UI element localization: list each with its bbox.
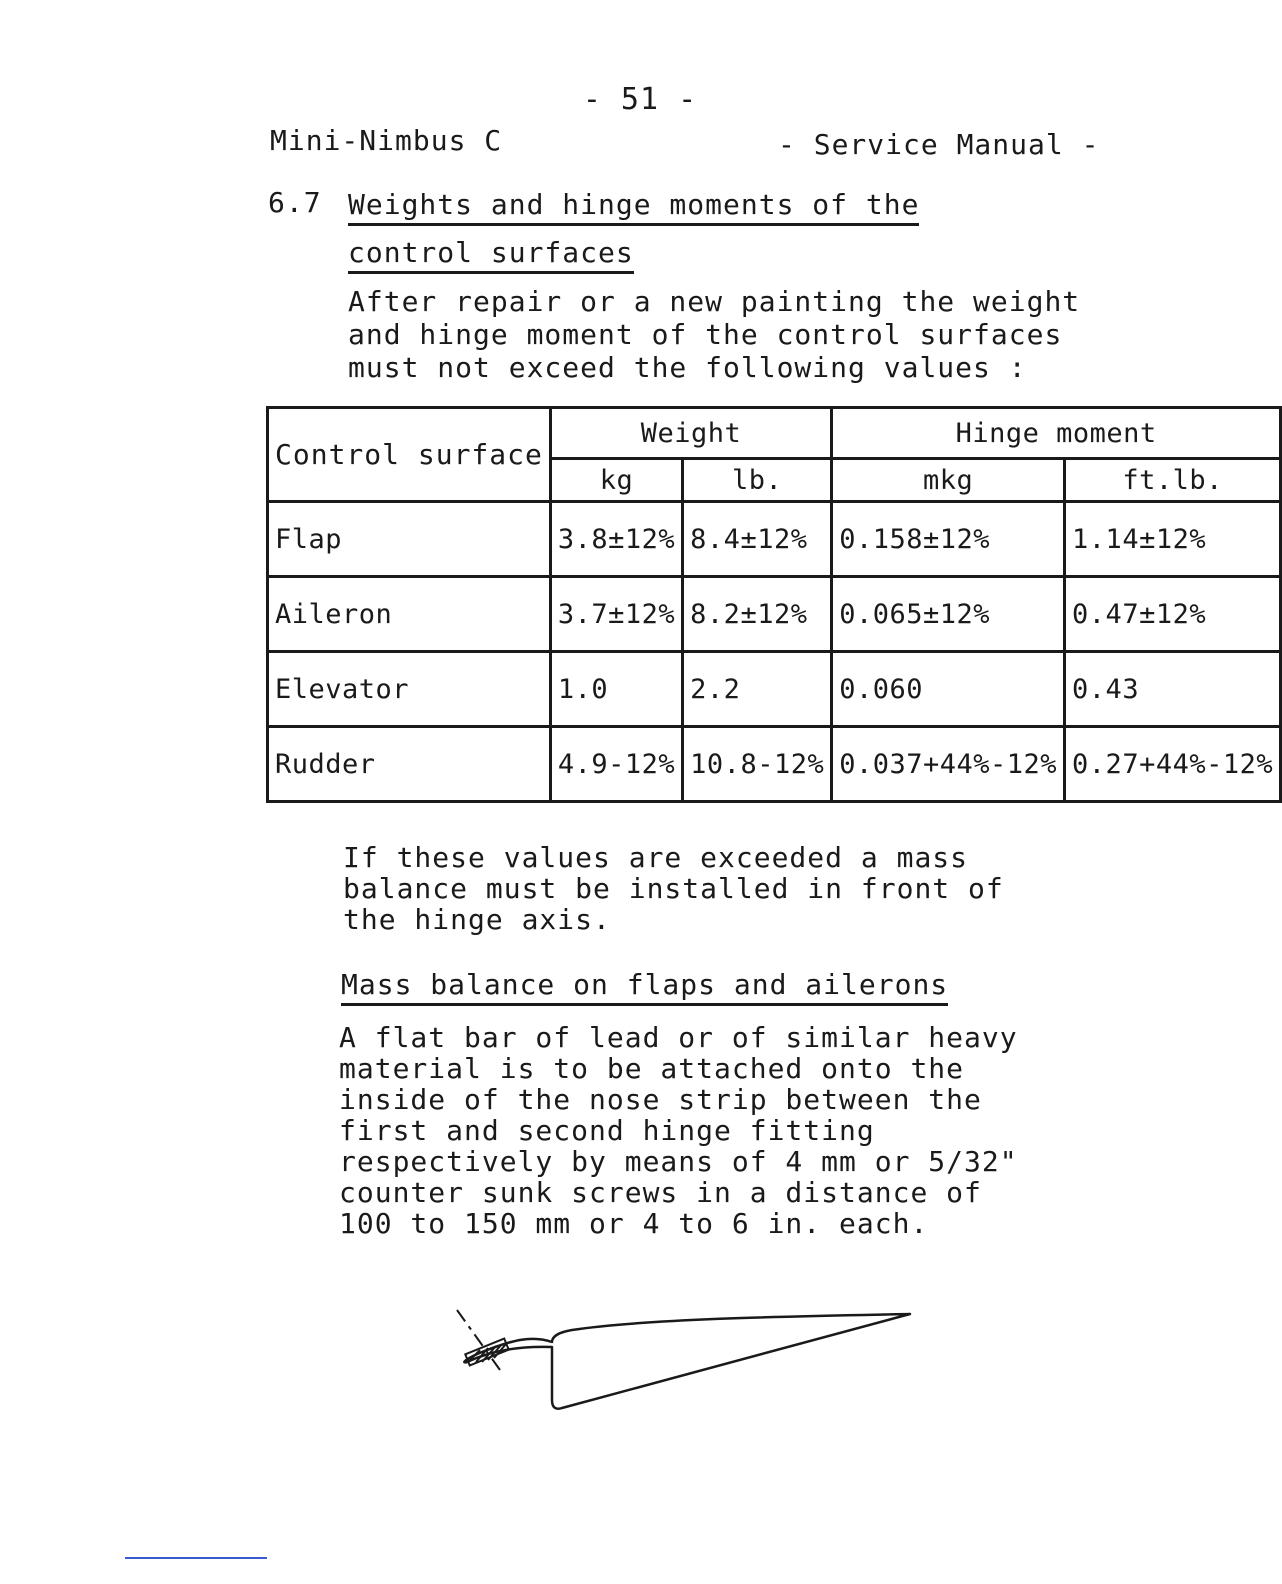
cell-ftlb: 0.27+44%-12% [1065, 727, 1281, 802]
section-title-line1: Weights and hinge moments of the [348, 188, 919, 226]
header-kg: kg [550, 459, 682, 502]
cell-kg: 1.0 [550, 652, 682, 727]
cell-ftlb: 0.43 [1065, 652, 1281, 727]
table-row [268, 652, 1281, 727]
cell-lb: 10.8-12% [683, 727, 832, 802]
cell-mkg: 0.065±12% [832, 577, 1065, 652]
cell-surface: Rudder [268, 727, 551, 802]
cell-lb: 2.2 [683, 652, 832, 727]
header-manual-label: - Service Manual - [778, 128, 1100, 161]
cell-surface: Flap [268, 502, 551, 577]
header-title: Mini-Nimbus C [270, 124, 503, 157]
cell-lb: 8.4±12% [683, 502, 832, 577]
cell-surface: Elevator [268, 652, 551, 727]
page-number: - 51 - [582, 82, 698, 117]
header-weight: Weight [550, 408, 831, 459]
section-intro: After repair or a new painting the weight and hinge moment of the control surfaces must not exceed the following values : [348, 285, 1081, 384]
cell-mkg: 0.037+44%-12% [832, 727, 1065, 802]
cell-kg: 4.9-12% [550, 727, 682, 802]
cell-kg: 3.7±12% [550, 577, 682, 652]
table-row [268, 727, 1281, 802]
mass-balance-heading: Mass balance on flaps and ailerons [341, 968, 948, 1006]
table-row [268, 502, 1281, 577]
mass-balance-text: A flat bar of lead or of similar heavy material is to be attached onto the inside of the nose strip between the first and second hinge fitting respectively by means of 4 mm or 5/32" counter sunk screws in a distance of 100 to 150 mm or 4 to 6 in. each. [339, 1021, 1018, 1240]
control-surface-table [266, 406, 1274, 803]
section-number: 6.7 [268, 186, 322, 219]
header-ftlb: ft.lb. [1065, 459, 1281, 502]
header-mkg: mkg [832, 459, 1065, 502]
flap-profile-sketch [452, 1300, 922, 1420]
mass-balance-note: If these values are exceeded a mass balance must be installed in front of the hinge axis. [343, 841, 1004, 936]
header-lb: lb. [683, 459, 832, 502]
section-title-line2: control surfaces [348, 236, 634, 274]
cell-surface: Aileron [268, 577, 551, 652]
cell-ftlb: 1.14±12% [1065, 502, 1281, 577]
cell-mkg: 0.158±12% [832, 502, 1065, 577]
footer-rule [125, 1557, 267, 1559]
weights-table [266, 406, 1282, 803]
cell-kg: 3.8±12% [550, 502, 682, 577]
cell-ftlb: 0.47±12% [1065, 577, 1281, 652]
table-row [268, 577, 1281, 652]
cell-lb: 8.2±12% [683, 577, 832, 652]
cell-mkg: 0.060 [832, 652, 1065, 727]
header-control-surface: Control surface [268, 408, 551, 502]
header-hinge-moment: Hinge moment [832, 408, 1281, 459]
profile-outline [464, 1314, 910, 1409]
